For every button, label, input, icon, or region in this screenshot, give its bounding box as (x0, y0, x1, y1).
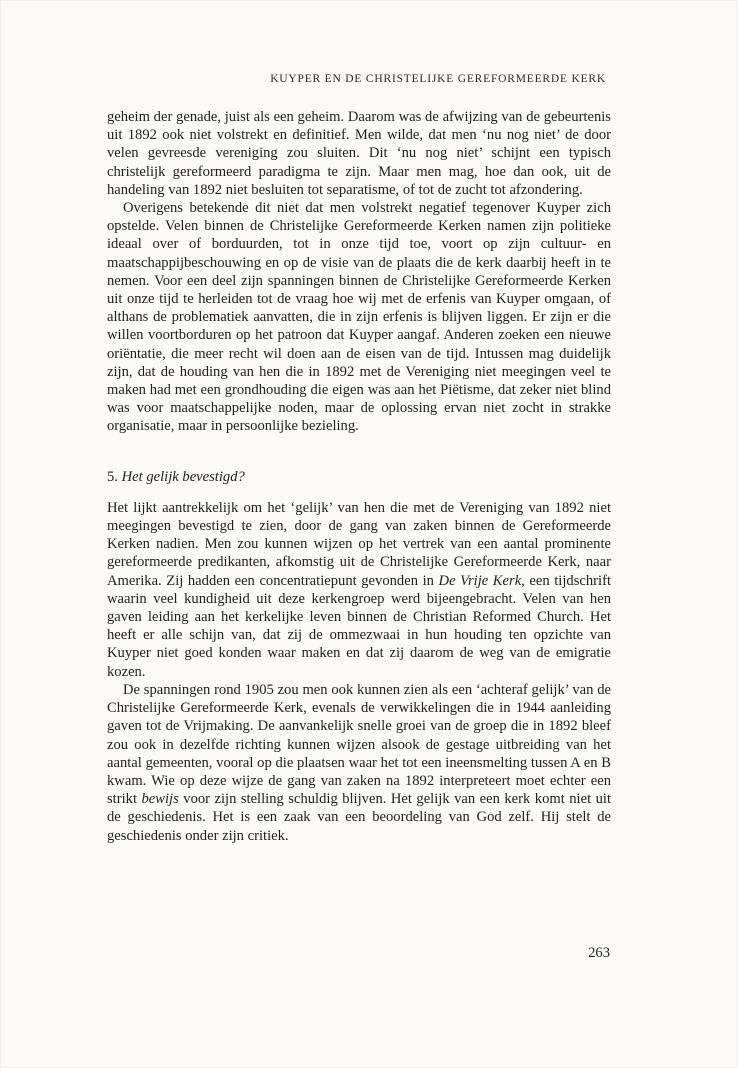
section-title: Het gelijk bevestigd? (121, 468, 245, 485)
paragraph-3-part-b: een tijdschrift waarin veel kundigheid uit deze kerkengroep werd bijeengebracht. Velen van hen gaven leiding aan het kerkelijke leven binnen de Christian Reformed Church. Het heeft er alle schijn van, dat zij de ommezwaai in hun houding ten opzichte van Kuyper niet goed konden waar maken en dat zij daarom de weg van de emigratie kozen. (107, 572, 611, 680)
paragraph-3 (107, 499, 611, 681)
page-number: 263 (588, 945, 610, 961)
body-text (107, 108, 611, 845)
journal-title: De Vrije Kerk, (438, 572, 525, 589)
paragraph-4-part-b: voor zijn stelling schuldig blijven. Het gelijk van een kerk komt niet uit de geschiedenis. Het is een zaak van een beoordeling van God zelf. Hij stelt de geschiedenis onder zijn critiek. (107, 791, 612, 844)
paragraph-4 (107, 681, 611, 845)
paragraph-1: geheim der genade, juist als een geheim. Daarom was de afwijzing van de gebeurtenis uit 1892 ook niet volstrekt en definitief. Men wilde, dat men ‘nu nog niet’ de door velen gevreesde vereniging zou sluiten. Dit ‘nu nog niet’ schijnt een typisch christelijk gereformeerd paradigma te zijn. Maar men mag, hoe dan ook, uit de handeling van 1892 niet besluiten tot separatisme, of tot de zucht tot afzondering. (107, 109, 611, 198)
running-header: KUYPER EN DE CHRISTELIJKE GEREFORMEERDE KERK (270, 73, 606, 85)
paragraph-2: Overigens betekende dit niet dat men volstrekt negatief tegenover Kuyper zich opstelde. Velen binnen de Christelijke Gereformeerde Kerken namen zijn politieke ideaal over of borduurden, tot in onze tijd toe, voort op zijn cultuur- en maatschappijbeschouwing en op de visie van de plaats die de kerk daarbij heeft in te nemen. Voor een deel zijn spanningen binnen de Christelijke Gereformeerde Kerken uit onze tijd te herleiden tot de vraag hoe wij met de erfenis van Kuyper omgaan, of althans de problematiek aanvatten, die in zijn erfenis is blijven liggen. Er zijn er die willen voortborduren op het patroon dat Kuyper aangaf. Anderen zoeken een nieuwe oriëntatie, die meer recht wil doen aan de eisen van de tijd. Intussen mag duidelijk zijn, dat de houding van hen die in 1892 met de Vereniging niet meegingen veel te maken had met een grondhouding die eigen was aan het Piëtisme, dat zeker niet blind was voor maatschappelijke noden, maar de oplossing ervan niet zocht in strakke organisatie, maar in persoonlijke bezieling. (107, 200, 611, 435)
paragraph-3-part-a: Het lijkt aantrekkelijk om het ‘gelijk’ van hen die met de Vereniging van 1892 niet meegingen bevestigd te zien, door de gang van zaken binnen de Gereformeerde Kerken nadien. Men zou kunnen wijzen op het vertrek van een aantal prominente gereformeerde predikanten, afkomstig uit de Christelijke Gereformeerde Kerk, naar Amerika. Zij hadden een concentratiepunt gevonden in (107, 499, 611, 589)
paragraph-4-part-a: De spanningen rond 1905 zou men ook kunnen zien als een ‘achteraf gelijk’ van de Christelijke Gereformeerde Kerk, evenals de verwikkelingen die in 1944 aanleiding gaven tot de Vrijmaking. De aanvankelijk snelle groei van de groep die in 1892 bleef zou ook in dezelfde richting kunnen wijzen alsook de gestage uitbreiding van het aantal gemeenten, vooral op die plaatsen waar het tot een ineensmelting tussen A en B kwam. Wie op deze wijze de gang van zaken na 1892 interpreteert moet echter een strikt (107, 681, 611, 808)
section-heading (107, 468, 611, 486)
section-number: 5. (107, 468, 118, 485)
emphasis-bewijs: bewijs (141, 791, 179, 808)
